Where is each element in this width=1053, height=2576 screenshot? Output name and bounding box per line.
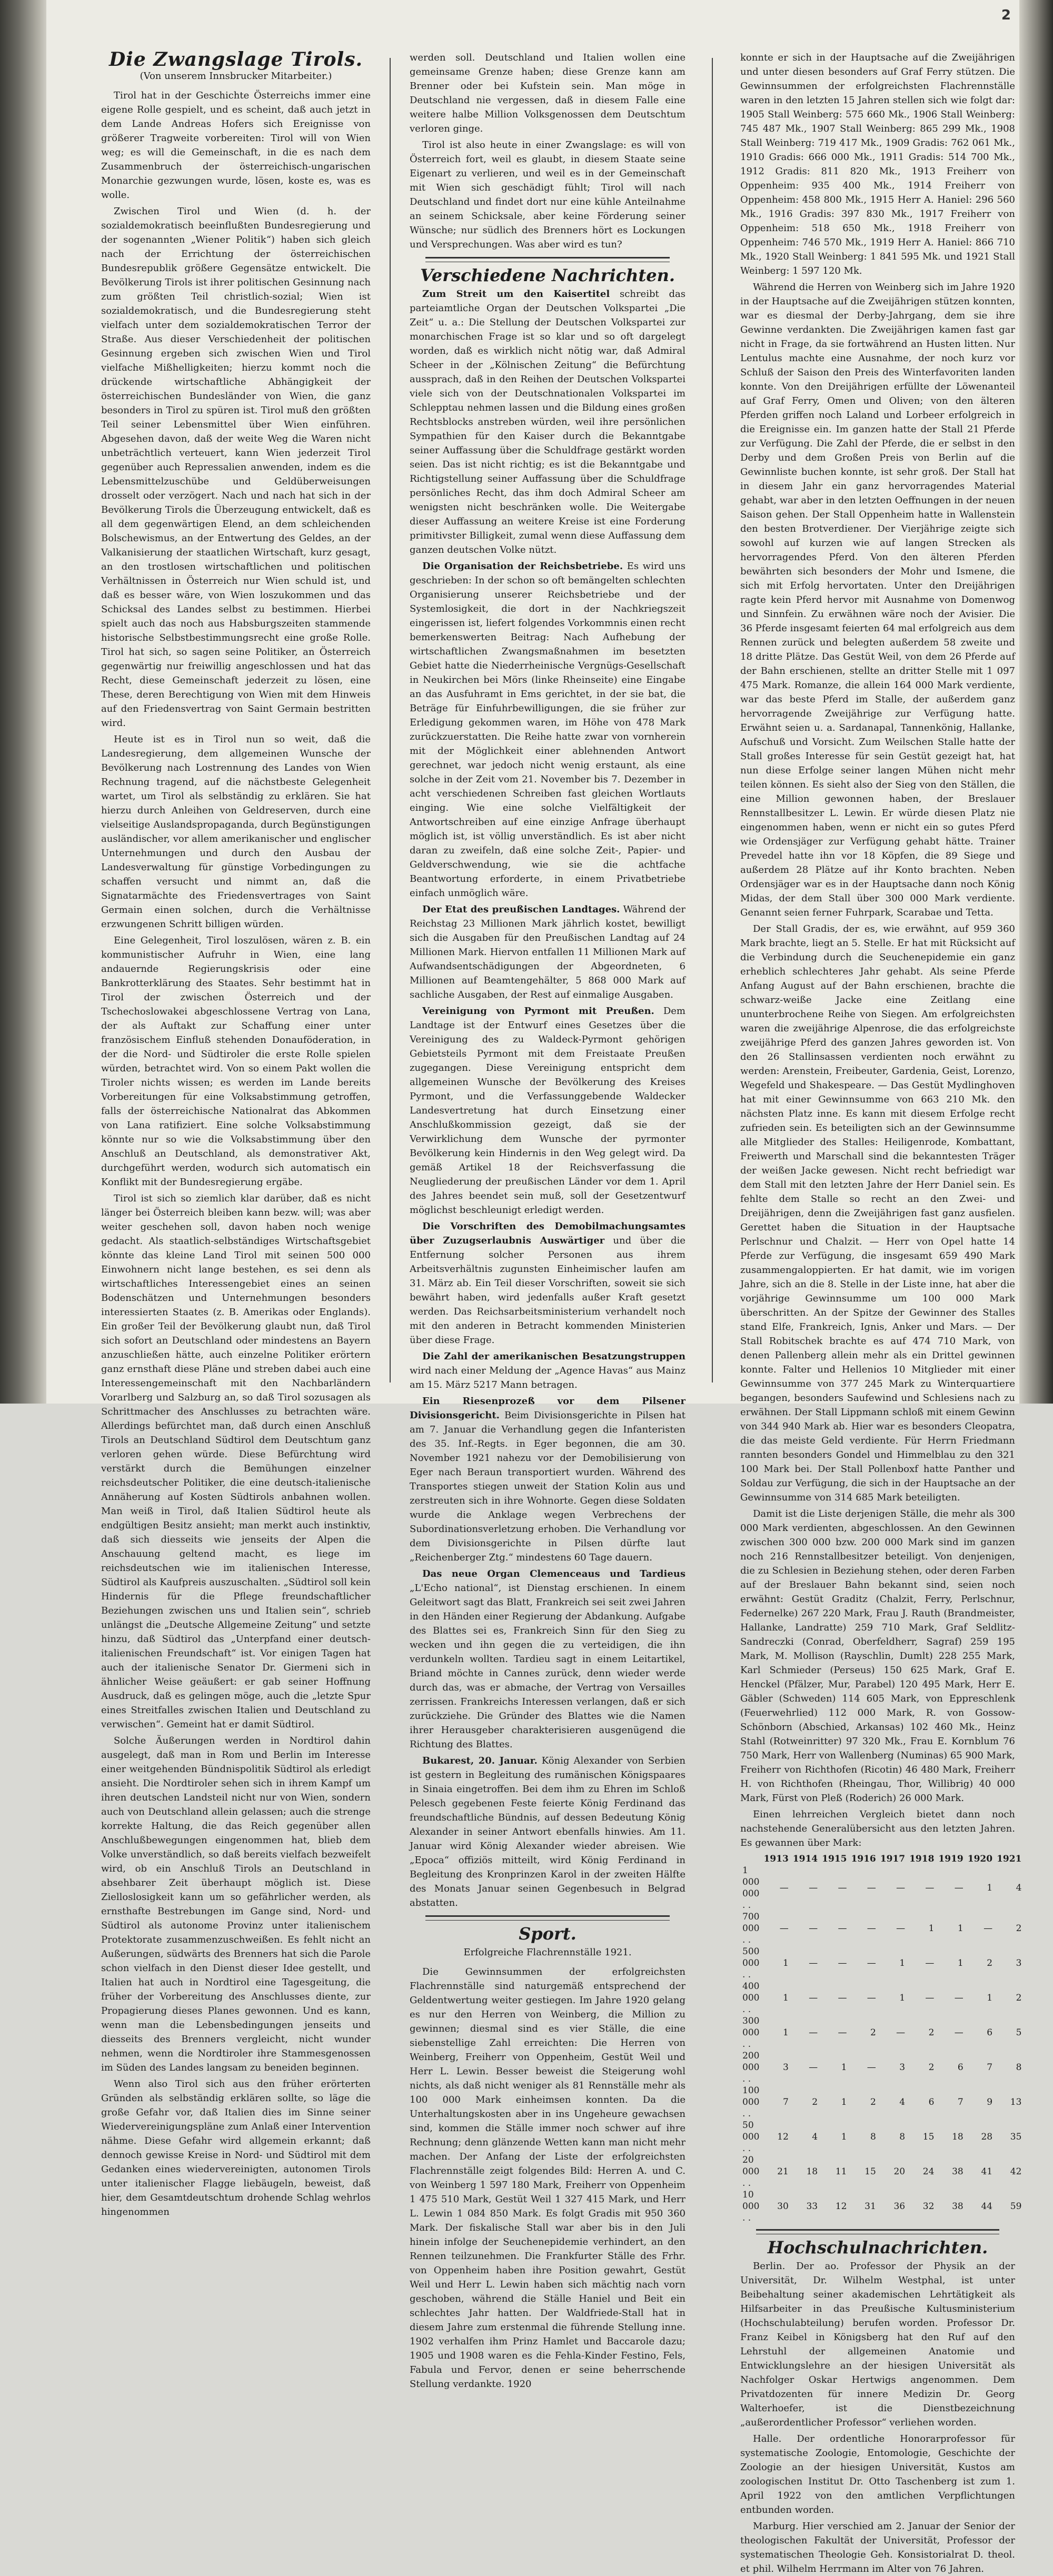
table-cell: 8 [870,2132,876,2142]
section-separator [425,1915,670,1921]
table-row-label: 50 000 . . [742,2120,760,2154]
table-cell: 6 [987,2027,993,2038]
page-number: 2 [1001,7,1011,23]
table-row-label: 200 000 . . [742,2051,760,2084]
table-cell: 11 [835,2166,847,2177]
news-item-text: Beim Divisionsgerichte in Pilsen hat am 7. Januar die Verhandlung gegen die Infanteristen des 35. Inf.-Regts. in Eger begonnen, die am 30. November 1921 nahezu vor der Demobilisierung von Eger nach Beraun transportiert wurden. Während des Transportes stiegen unweit der Station Kolin aus und zerstreuten sich in ihre Wohnorte. Gegen diese Soldaten wurde die Anklage wegen Verbrechens der Subordinationsverletzung erhoben. Die Verhandlung vor dem Divisionsgerichte in Pilsen dürfte laut „Reichenberger Ztg.“ mindestens 60 Tage dauern. [410,1410,686,1563]
table-row-label: 100 000 . . [742,2085,760,2119]
table-cell: 1 [899,1958,906,1968]
table-row [740,1981,1024,2015]
table-row [740,1865,1024,1911]
table-cell: 6 [957,2062,963,2073]
table-row-label: 500 000 . . [742,1946,760,1980]
table-cell: — [838,2027,847,2038]
table-cell: 12 [777,2132,789,2142]
table-cell: 2 [987,1958,993,1968]
news-item-text: Es wird uns geschrieben: In der schon so oft bemängelten schlechten Organisierung unserer Reichsbetriebe und der Systemlosigkeit, die dort in der Nachkriegszeit eingerissen ist, liefert folgendes Vorkommnis einen recht bemerkenswerten Beitrag: Nach Aufhebung der wirtschaftlichen Zwangsmaßnahmen im besetzten Gebiet hatte die Niederrheinische Vergnügs-Gesellschaft in Neukirchen bei Mörs (linke Rheinseite) eine Eingabe an das Ausfuhramt in Ems gerichtet, in der sie bat, die Beträge für Einfuhrbewilligungen, die sie früher zur Erledigung gekommen waren, im Höhe von 478 Mark zurückzuerstatten. Die Reihe hatte zwar von vornherein mit der Möglichkeit einer ablehnenden Antwort gerechnet, war jedoch nicht wenig erstaunt, als eine solche in der Zeit vom 21. November bis 7. Dezember in acht verschiedenen Schreiben fast gleichen Wortlauts einging. Wie eine solche Vielfältigkeit der Antwortschreiben auf eine einzige Anfrage überhaupt möglich ist, ist völlig unverständlich. Es ist aber nicht daran zu zweifeln, daß eine solche Zeit-, Papier- und Geldverschwendung, wie sie die achtfache Beantwortung erforderte, in einem Privatbetriebe einfach unmöglich wäre. [410,561,686,899]
table-row [740,1911,1024,1946]
sport-paragraph: Der Stall Gradis, der es, wie erwähnt, auf 959 360 Mark brachte, liegt an 5. Stelle. Er hat mit Rücksicht auf die Verbindung durch die Seuchenepidemie ein ganz erheblich schlechteres Jahr gehabt. Als seine Pferde Anfang August auf der Bahn erschienen, brachte die schwarz-weiße Jacke eine Zeitlang eine ununterbrochene Reihe von Siegen. Am erfolgreichsten waren die zweijährige Alpenrose, die das erfolgreichste zweijährige Pferd des ganzen Jahres geworden ist. Von den 26 Stallinsassen verdienten noch erwähnt zu werden: Arenstein, Freibeuter, Gardenia, Geist, Lorenzo, Wegefeld und Shakespeare. — Das Gestüt Mydlinghoven hat mit einer Gewinnsumme von 663 210 Mk. den nächsten Platz inne. Es kann mit diesem Erfolge recht zufrieden sein. Es beteiligten sich an der Gewinnsumme alle Mitglieder des Stalles: Heiligenrode, Kombattant, Freiwerth und Marschall sind die bekanntesten Träger der weißen Jacke gewesen. Nicht recht befriedigt war dem Stall mit den letzten Jahre der Herr Daniel sein. Es fehlte dem Stalle so recht an den Zwei- und Dreijährigen, denn die Zweijährigen fast ganz ausfielen. Gerettet haben die Situation in der Hauptsache Perlschnur und Chalzit. — Herr von Opel hatte 14 Pferde zur Verfügung, die insgesamt 659 490 Mark zusammengaloppierten. Er hat damit, wie im vorigen Jahre, sich an die 8. Stelle in der Liste inne, hat aber die vorjährige Gewinnsumme um 100 000 Mark überschritten. An der Spitze der Gewinner des Stalles stand Elfe, Frankreich, Ignis, Anker und Mars. — Der Stall Robitschek brachte es auf 474 710 Mark, von denen Pallenberg allein mehr als ein Drittel gewinnen konnte. Falter und Hellenios 10 Mitglieder mit einer Gewinnsumme von 377 245 Mark zu Winterquartiere begangen, besonders Saufewind und Schlesiens nach zu erwähnen. Der Stall Lippmann schloß mit einem Gewinn von 344 940 Mark ab. Hier war es besonders Cleopatra, die das meiste Geld verdiente. Für Herrn Friedmann rannten besonders Gondel und Himmelblau zu den 321 100 Mark bei. Der Stall Pollenboxf hatte Panther und Soldau zur Verfügung, die sich in der Hauptsache an der Gewinnsumme von 314 685 Mark beteiligten. [740,923,1015,1503]
table-cell: — [838,1958,847,1968]
table-header-cell: 1915 [822,1854,847,1864]
news-item-title: Vereinigung von Pyrmont mit Preußen. [422,1006,654,1017]
table-cell: 36 [893,2201,906,2212]
table-cell: 2 [928,2027,935,2038]
table-cell: 21 [777,2166,789,2177]
table-cell: 7 [782,2097,789,2107]
table-row-label: 1 000 000 . . [742,1865,760,1911]
table-row [740,2120,1024,2154]
sport-paragraph: Während die Herren von Weinberg sich im Jahre 1920 in der Hauptsache auf die Zweijährigen stützen konnten, war es diesmal der Derby-Jahrgang, dem sie ihre Gewinne verdankten. Die Zweijährigen kamen fast gar nicht in Frage, da sie fortwährend an Husten litten. Nur Lentulus machte eine Ausnahme, der noch kurz vor Schluß der Saison den Preis des Winterfavoriten landen konnte. Von den Dreijährigen erfüllte der Löwenanteil auf Graf Ferry, Omen und Oliven; von den älteren Pferden griffen noch Laland und Lorbeer erfolgreich in die Ereignisse ein. Im ganzen hatte der Stall 21 Pferde zur Verfügung. Die Zahl der Pferde, die er selbst in den Derby und dem Großen Preis von Berlin auf die Gewinnliste buchen konnte, ist sehr groß. Der Stall hat in diesem Jahr ein ganz hervorragendes Material gehabt, war aber in den letzten Oeffnungen in der neuen Saison gehen. Der Stall Oppenheim hatte in Wallenstein den besten Brotverdiener. Der Vierjährige zeigte sich sowohl auf kurzen wie auf langen Strecken als hervorragendes Pferd. Von den älteren Pferden bewährten sich besonders der Mohr und Ismene, die sich mit Erfolg hervortaten. Unter den Dreijährigen ragte kein Pferd hervor mit Ausnahme von Domenwog und Sinnfein. Zu erwähnen wäre noch der Avisier. Die 36 Pferde insgesamt feierten 64 mal erfolgreich aus dem Rennen zurück und belegten außerdem 58 zweite und 18 dritte Plätze. Das Gestüt Weil, von dem 26 Pferde auf der Bahn erschienen, stellte an dritter Stelle mit 1 097 475 Mark. Romanze, die allein 164 000 Mark verdiente, war das beste Pferd im Stalle, der außerdem ganz hervorragende Zweijährige zur Verfügung hatte. Erwähnt seien u. a. Sardanapal, Tannenkönig, Hallanke, Aufschuß und Vorsicht. Zum Weilschen Stalle hatte der Stall großes Interesse für sein Gestüt gezeigt hat, hat nun diese Erfolge seiner langen Mühen nicht mehr teilen können. Es sieht also der Sieg von den Ställen, die eine Million gewonnen haben, der Breslauer Rennstallbesitzer L. Lewin. Er würde diesen Platz nie eingenommen haben, wenn er nicht ein so gutes Pferd wie Ordensjäger zur Verfügung gehabt hätte. Trainer Prevedel hatte ihn vor 18 Köpfen, die 89 Siege und außerdem 28 Plätze auf ihr Konto brachten. Neben Ordensjäger war es in der Hauptsache dann noch König Midas, der dem Stall über 300 000 Mark verdiente. Genannt seien ferner Fuhrpark, Scarabae und Tetta. [740,282,1015,918]
column-1 [101,48,371,2217]
sport-paragraph: Einen lehrreichen Vergleich bietet dann noch nachstehende Generalübersicht aus den letzten Jahren. Es gewannen über Mark: [740,1809,1015,1848]
sport-subtitle: Erfolgreiche Flachrennställe 1921. [463,1947,632,1958]
table-cell: 1 [957,1923,963,1934]
table-cell: — [925,1883,935,1893]
table-cell: — [867,1923,876,1934]
table-cell: — [896,1883,906,1893]
article-paragraph: Tirol ist sich so ziemlich klar darüber, daß es nicht länger bei Österreich bleiben kann bezw. will; was aber weiter geschehen soll, davon haben noch wenige gedacht. Als staatlich-selbständiges Wirtschaftsgebiet könnte das kleine Land Tirol mit seinen 500 000 Einwohnern nicht lange bestehen, es sei denn als wirtschaftliches Interessengebiet eines an seinen Bodenschätzen und Unternehmungen besonders interessierten Staates (z. B. Amerikas oder Englands). Ein großer Teil der Bevölkerung glaubt nun, daß Tirol sich sofort an Deutschland oder mindestens an Bayern anzuschließen hätte, auch einzelne Politiker erörtern ganz ernsthaft diese Pläne und streben dabei auch eine Interessengemeinschaft mit den Nachbarländern Vorarlberg und Salzburg an, so daß Tirol sozusagen als Schrittmacher des Anschlusses zu betrachten wäre. Allerdings befürchtet man, daß durch einen Anschluß Tirols an Deutschland Südtirol dem Deutschtum ganz verloren gehen würde. Diese Befürchtung wird verstärkt durch die Bemühungen einzelner reichsdeutscher Politiker, die eine deutsch-italienische Annäherung auf Kosten Südtirols anbahnen wollen. Man weiß in Tirol, daß Italien Südtirol heute als endgültigen Besitz ansieht; man merkt auch instinktiv, daß sich diesseits wie jenseits der Alpen die Anschauung geltend macht, es liege im reichsdeutschen wie im italienischen Interesse, Südtirol als Kaufpreis auszuschalten. „Südtirol soll kein Hindernis für die Pflege freundschaftlicher Beziehungen zwischen uns und Italien sein“, schrieb unlängst die „Deutsche Allgemeine Zeitung“ und setzte hinzu, daß Südtirol das „Unterpfand einer deutsch-italienischen Freundschaft“ ist. Vor einigen Tagen hat auch der italienische Senator Dr. Giermeni sich in ähnlicher Weise geäußert: er gab seiner Hoffnung Ausdruck, daß es gelingen möge, auch die „letzte Spur eines Streitfalles zwischen Italien und Deutschland zu verwischen“. Gemeint hat er damit Südtirol. [101,1193,371,1730]
article-byline: (Von unserem Innsbrucker Mitarbeiter.) [140,71,332,82]
table-cell: 1 [957,1958,963,1968]
table-cell: 24 [922,2166,935,2177]
table-cell: 41 [981,2166,993,2177]
table-header-cell: 1918 [909,1854,935,1864]
news-item-title: Die Vorschriften des Demobilmachungsamtes über Zuzugserlaubnis Auswärtiger [410,1221,686,1246]
table-cell: — [809,1923,818,1934]
table-row [740,2015,1024,2050]
column-3 [740,51,1022,2574]
table-cell: — [838,1883,847,1893]
table-cell: 3 [782,2062,789,2073]
table-cell: 8 [1016,2062,1022,2073]
table-cell: 2 [870,2097,876,2107]
table-row-label: 300 000 . . [742,2016,760,2050]
table-cell: 30 [777,2201,789,2212]
article-paragraph: Wenn also Tirol sich aus den früher erörterten Gründen als selbständig erklären sollte, so läge die große Gefahr vor, daß Italien dies im Sinne seiner Wiedervereinigungspläne zum Anlaß einer Intervention nähme. Diese Gefahr wird allgemein erkannt; daß dennoch gewisse Kreise in Nord- und Südtirol mit dem Gedanken eines wiedervereinigten, autonomen Tirols unter italienischer Flagge liebäugeln, beweist, daß hier, dem Gesamtdeutschtum drohende Schlag wehrlos hingenommen [101,2078,371,2217]
article-headline: Die Zwangslage Tirols. [108,48,363,71]
table-cell: — [954,2027,963,2038]
table-cell: 7 [987,2062,993,2073]
news-item [410,1754,686,1910]
table-cell: — [896,2027,906,2038]
table-cell: 15 [922,2132,935,2142]
news-item-title: Die Organisation der Reichsbetriebe. [422,561,623,572]
table-header-row [740,1853,1024,1865]
news-item-title: Bukarest, 20. Januar. [422,1755,538,1766]
table-cell: 1 [782,1958,789,1968]
news-item-text: Dem Landtage ist der Entwurf eines Gesetzes über die Vereinigung des zu Waldeck-Pyrmont gehörigen Gebietsteils Pyrmont mit dem Freistaate Preußen zugegangen. Diese Vereinigung entspricht dem allgemeinen Wunsche der Bevölkerung des Kreises Pyrmont, und die Verfassunggebende Waldecker Landesvertretung hat durch Einsetzung einer Anschlußkommission gezeigt, daß sie der Verwirklichung dem Wunsche der pyrmonter Bevölkerung kein Hindernis in den Weg gelegt wird. Da gemäß Artikel 18 der Reichsverfassung die Neugliederung der preußischen Länder vor dem 1. April des Jahres beendet sein muß, soll der Gesetzentwurf möglichst beschleunigt erledigt werden. [410,1006,686,1216]
article-paragraph: Zwischen Tirol und Wien (d. h. der sozialdemokratisch beeinflußten Bundesregierung und der sogenannten „Wiener Politik“) haben sich gleich nach der Errichtung der österreichischen Bundesrepublik größere Gegensätze entwickelt. Die Bevölkerung Tirols ist ihrer politischen Gesinnung nach zum größten Teil christlich-sozial; Wien ist sozialdemokratisch, und die Bundesregierung steht vielfach unter dem sozialdemokratischen Terror der Straße. Aus dieser Verschiedenheit der politischen Gesinnung ergeben sich zwischen Wien und Tirol vielfache Mißhelligkeiten; hierzu kommt noch die drückende wirtschaftliche Abhängigkeit der österreichischen Bundesländer von Wien, die ganz besonders in Tirol zu spüren ist. Tirol muß den größten Teil seiner Lebensmittel über Wien einführen. Abgesehen davon, daß der weite Weg die Waren nicht unbeträchtlich verteuert, kann Wien jederzeit Tirol gegenüber auch Repressalien anwenden, indem es die Lebensmittelzuschübe und Geldüberweisungen drosselt oder verzögert. Nach und nach hat sich in der Bevölkerung Tirols die Überzeugung entwickelt, daß es all dem gegenwärtigen Elend, an dem schleichenden Bolschewismus, an der Entwertung des Geldes, an der Valkanisierung der staatlichen Wirtschaft, kurz gesagt, an den trostlosen wirtschaftlichen und politischen Verhältnissen in Österreich nur Wien schuld ist, und daß es besser wäre, von Wien loszukommen und das Schicksal des Landes selbst zu bestimmen. Hierbei spielt auch das noch aus Habsburgszeiten stammende historische Selbstbestimmungsrecht eine große Rolle. Tirol hat sich, so sagen seine Politiker, an Österreich gegenwärtig nur freiwillig angeschlossen und hat das Recht, diese Gemeinschaft jederzeit zu lösen, eine These, deren Berechtigung von Wien mit dem Hinweis auf den Friedensvertrag von Saint Germain bestritten wird. [101,206,371,729]
table-row [740,2085,1024,2120]
sport-paragraph: Damit ist die Liste derjenigen Ställe, die mehr als 300 000 Mark verdienten, abgeschlossen. An den Gewinnen zwischen 300 000 bzw. 200 000 Mark sind im ganzen noch 216 Rennstallbesitzer beteiligt. Von denjenigen, die zu Schlesien in Beziehung stehen, oder deren Farben auf der Breslauer Bahn bekannt sind, seien noch erwähnt: Gestüt Graditz (Chalzit, Ferry, Perlschnur, Federnelke) 267 220 Mark, Frau J. Rauth (Brandmeister, Hallanke, Landratte) 259 710 Mark, Graf Seldlitz-Sandreczki (Conrad, Oberfeldherr, Sagraf) 259 195 Mark, M. Mollison (Rayschlin, Dumlt) 228 255 Mark, Karl Schmieder (Perseus) 150 625 Mark, Graf E. Henckel (Pfälzer, Mur, Parabel) 120 495 Mark, Herr E. Gäbler (Schweden) 114 605 Mark, von Eppreschlenk (Feuerwehrlied) 112 000 Mark, R. von Gossow-Schönborn (Abschied, Arkansas) 102 460 Mk., Heinz Stahl (Rotweinritter) 97 320 Mk., Frau E. Kornblum 76 750 Mark, Herr von Wallenberg (Numinas) 65 900 Mark, Freiherr von Richthofen (Ricotin) 46 480 Mark, Freiherr H. von Richthofen (Rheingau, Thor, Willibrig) 40 000 Mark, Fürst von Pleß (Roderich) 26 000 Mark. [740,1508,1015,1804]
page-edge [1019,0,1053,1404]
table-row-label: 400 000 . . [742,1981,760,2015]
table-header-cell: 1920 [967,1854,993,1864]
table-cell: 13 [1010,2097,1022,2107]
table-cell: 1 [841,2132,847,2142]
table-cell: — [809,1993,818,2003]
table-header-cell: 1917 [880,1854,906,1864]
news-item-title: Ein Riesenprozeß vor dem Pilsener Divisionsgericht. [410,1396,686,1421]
table-cell: — [954,1993,963,2003]
news-list [410,287,686,1910]
article-paragraph: Heute ist es in Tirol nun so weit, daß die Landesregierung, dem allgemeinen Wunsche der Bevölkerung nach Lostrennung des Landes von Wien Rechnung tragend, auf die nächstbeste Gelegenheit wartet, um Tirol als selbständig zu erklären. Sie hat hierzu durch Anleihen von Geldreserven, durch eine vielseitige Auslandspropaganda, durch Begünstigungen ausländischer, vor allem amerikanischer und englischer Unternehmungen und durch den Ausbau der Landesverwaltung für günstige Vorbedingungen zu schaffen versucht und nimmt an, daß die Signatarmächte des Friedensvertrages von Saint Germain einen solchen, durch die Verhältnisse erzwungenen Schritt billigen würden. [101,734,371,930]
table-row [740,2050,1024,2085]
column-divider [712,58,713,1383]
table-cell: 4 [812,2132,818,2142]
news-item-title: Die Zahl der amerikanischen Besatzungstruppen [422,1351,686,1362]
table-cell: — [779,1923,789,1934]
table-cell: 5 [1016,2027,1022,2038]
section-separator [425,257,670,262]
university-paragraph: Marburg. Hier verschied am 2. Januar der Senior der theologischen Fakultät der Universität, Professor der systematischen Theologie Geh. Konsistorialrat D. theol. et phil. Wilhelm Herrmann im Alter von 76 Jahren. [740,2521,1015,2574]
table-cell: 2 [928,2062,935,2073]
university-paragraph: Halle. Der ordentliche Honorarprofessor für systematische Zoologie, Entomologie, Geschichte der Zoologie an der hiesigen Universität, Kustos am zoologischen Institut Dr. Otto Taschenberg ist zum 1. April 1922 von den amtlichen Verpflichtungen entbunden worden. [740,2433,1015,2515]
table-cell: — [984,1923,993,1934]
newspaper-page [46,0,1022,2574]
table-cell: 42 [1010,2166,1022,2177]
table-row [740,2189,1024,2224]
section-title-sport: Sport. [519,1924,577,1944]
column-divider [390,58,391,1383]
table-cell: — [867,1883,876,1893]
table-cell: 1 [987,1993,993,2003]
table-cell: 2 [1016,1993,1022,2003]
table-cell: 31 [865,2201,876,2212]
table-cell: 4 [899,2097,906,2107]
news-item-text: „L'Echo national“, ist Dienstag erschienen. In einem Geleitwort sagt das Blatt, Frankreich sei seit zwei Jahren in den Händen einer Regierung der Abdankung. Aufgabe des Blattes sei es, Frankreich Sinn für den Sieg zu wecken und ihn gegen die zu verteidigen, die ihn verdunkeln wollten. Tardieu sagt in einem Leitartikel, Briand möchte in Cannes zurück, denn wieder werde durch das, was er abmache, der Vertrag von Versailles zerrissen. Frankreichs Interessen verlangen, daß er sich zurückziehe. Die Gründer des Blattes wie die Namen ihrer Herausgeber charakterisieren ausgenügend die Richtung des Blattes. [410,1583,686,1750]
news-item [410,1394,686,1565]
news-item-text: und über die Entfernung solcher Personen aus ihrem Arbeitsverhältnis zugunsten Einheimischer laufen am 31. März ab. Ein Teil dieser Vorschriften, soweit sie sich bewährt haben, wird jedenfalls außer Kraft gesetzt werden. Das Reichsarbeitsministerium verhandelt noch mit den anderen in Betracht kommenden Ministerien über diese Frage. [410,1235,686,1346]
news-item-title: Das neue Organ Clemenceaus und Tardieus [422,1568,686,1579]
table-header-cell: 1916 [851,1854,876,1864]
table-cell: — [809,2062,818,2073]
table-cell: — [838,1993,847,2003]
table-cell: 6 [928,2097,935,2107]
table-cell: 2 [1016,1923,1022,1934]
winnings-table [740,1853,1024,2224]
article-paragraph: werden soll. Deutschland und Italien wollen eine gemeinsame Grenze haben; diese Grenze kann am Brenner oder bei Kufstein sein. Man möge in Deutschland nie vergessen, daß in diesem Falle eine weitere halbe Million Volksgenossen dem Deutschtum verloren ginge. [410,52,686,134]
table-cell: — [838,1923,847,1934]
news-item [410,559,686,900]
table-cell: — [779,1883,789,1893]
table-cell: 38 [952,2201,963,2212]
table-cell: 59 [1010,2201,1022,2212]
article-paragraph: Solche Äußerungen werden in Nordtirol dahin ausgelegt, daß man in Rom und Berlin im Interesse einer weitgehenden Bündnispolitik Südtirol als erledigt ansieht. Die Nordtiroler sehen sich in ihrem Kampf um ihren deutschen Landsteil nicht nur von Wien, sondern auch von Deutschland allein gelassen; auch die strenge korrekte Haltung, die das Reich gegenüber allen Anschlußbewegungen eingenommen hat, blieb dem Volke unverständlich, so daß bereits vielfach bezweifelt wird, ob ein Anschluß Tirols an Deutschland in absehbarer Zeit überhaupt möglich ist. Diese Zielloslosigkeit kann um so gefährlicher werden, als ernsthafte Bestrebungen im Gange sind, Nord- und Südtirol als autonome Provinz unter italienischem Protektorate zusammenzuschweißen. Es fehlt nicht an Außerungen, südwärts des Brenners hat sich die Parole schon vielfach in den Dienst dieser Idee gestellt, und Italien hat auch in Nordtirol eine Tagesgeitung, die früher der Vorbereitung des Anschlusses diente, zur Propagierung dieses Planes gewonnen. Und es kann, wenn man die Lebensbedingungen jenseits und diesseits des Brenners vergleicht, nicht wunder nehmen, wenn die Nordtiroler ihre Stammesgenossen im Süden des Landes langsam zu beneiden beginnen. [101,1735,371,2073]
table-cell: — [809,1958,818,1968]
article-paragraph: Eine Gelegenheit, Tirol loszulösen, wären z. B. ein kommunistischer Aufruhr in Wien, eine lang andauernde Regierungskrisis oder eine Bankrotterklärung des Staates. Sehr bestimmt hat in Tirol der zwischen Österreich und der Tschechoslowakei abgeschlossene Vertrag von Lana, der als Auftakt zur Schaffung einer unter französischem Einfluß stehenden Donauföderation, in der die Nord- und Südtiroler die erste Rolle spielen würden, betrachtet wird. Von so einem Pakt wollen die Tiroler nichts wissen; es werden im Lande bereits Vorbereitungen für eine Volksabstimmung getroffen, falls der österreichische Nationalrat das Abkommen von Lana ratifiziert. Eine solche Volksabstimmung könnte nur so wie die Volksabstimmung über den Anschluß an Deutschland, als demonstrativer Akt, durchgeführt werden, wodurch sich automatisch ein Konflikt mit der Bundesregierung ergäbe. [101,935,371,1188]
sport-paragraph: konnte er sich in der Hauptsache auf die Zweijährigen und unter diesen besonders auf Graf Ferry stützen. Die Gewinnsummen der erfolgreichsten Flachrennställe waren in den letzten 15 Jahren stellen sich wie folgt dar: 1905 Stall Weinberg: 575 660 Mk., 1906 Stall Weinberg: 745 487 Mk., 1907 Stall Weinberg: 865 299 Mk., 1908 Stall Weinberg: 719 417 Mk., 1909 Gradis: 762 061 Mk., 1910 Gradis: 666 000 Mk., 1911 Gradis: 514 700 Mk., 1912 Gradis: 811 820 Mk., 1913 Freiherr von Oppenheim: 935 400 Mk., 1914 Freiherr von Oppenheim: 458 800 Mk., 1915 Herr A. Haniel: 296 560 Mk., 1916 Gradis: 397 830 Mk., 1917 Freiherr von Oppenheim: 518 650 Mk., 1918 Freiherr von Oppenheim: 746 570 Mk., 1919 Herr A. Haniel: 866 710 Mk., 1920 Stall Weinberg: 1 841 595 Mk. und 1921 Stall Weinberg: 1 597 120 Mk. [740,52,1015,276]
news-item-text: Während der Reichstag 23 Millionen Mark jährlich kostet, bewilligt sich die Ausgaben für den Preußischen Landtag auf 24 Millionen Mark. Hiervon entfallen 11 Millionen Mark auf Aufwandsentschädigungen der Abgeordneten, 6 Millionen auf Beamtengehälter, 5 868 000 Mark auf sachliche Ausgaben, der Rest auf einmalige Ausgaben. [410,904,686,1000]
news-item-text: schreibt das parteiamtliche Organ der Deutschen Volkspartei „Die Zeit“ u. a.: Die Stellung der Deutschen Volkspartei zur monarchischen Frage ist so klar und so oft dargelegt worden, daß es wirklich nicht nötig war, daß Admiral Scheer in der „Kölnischen Zeitung“ die Befürchtung aussprach, daß in den Reihen der Deutschen Volkspartei viele sich von der Deutschnationalen Volkspartei im Schlepptau nehmen lassen und die Bildung eines großen Rechtsblocks anstreben würden, weil ihre persönlichen Sympathien für den Kaiser durch die Bekanntgabe seiner Auffassung über die Schuldfrage gestärkt worden seien. Das ist nicht richtig; es ist die Bekanntgabe und Richtigstellung seiner Auffassung über die Schuldfrage persönliches Recht, das ihm doch Admiral Scheer am wenigsten nicht beschränken wolle. Die Weitergabe dieser Auffassung an weitere Kreise ist eine Forderung primitivster Billigkeit, zumal wenn diese Auffassung dem ganzen deutschen Volke nützt. [410,289,686,555]
book-binding-edge [0,0,46,1404]
table-cell: 2 [870,2027,876,2038]
news-item [410,902,686,1002]
table-cell: — [867,2062,876,2073]
table-header-cell [740,1853,761,1865]
column-2 [410,51,686,2390]
news-item [410,1219,686,1347]
news-item [410,1004,686,1217]
table-cell: 1 [841,2062,847,2073]
table-cell: 12 [835,2201,847,2212]
table-cell: — [867,1958,876,1968]
news-item-title: Der Etat des preußischen Landtages. [422,904,620,915]
table-row [740,1946,1024,1981]
news-item [410,1349,686,1392]
table-header-cell: 1913 [763,1854,789,1864]
table-cell: 8 [899,2132,906,2142]
table-cell: 1 [782,2027,789,2038]
table-cell: 3 [1016,1958,1022,1968]
table-cell: — [896,1923,906,1934]
news-item [410,1567,686,1752]
section-title-university: Hochschulnachrichten. [767,2237,988,2257]
table-body [740,1865,1024,2224]
table-cell: 20 [893,2166,906,2177]
table-cell: 33 [806,2201,818,2212]
table-row [740,2154,1024,2189]
table-cell: — [809,1883,818,1893]
table-cell: 38 [952,2166,963,2177]
table-cell: 18 [952,2132,963,2142]
news-item [410,287,686,557]
news-item-title: Zum Streit um den Kaisertitel [422,289,610,300]
news-item-text: König Alexander von Serbien ist gestern in Begleitung des rumänischen Königspaares in Sinaia eingetroffen. Bei dem ihm zu Ehren im Schloß Pelesch gegebenen Feste feierte König Ferdinand das freundschaftliche Bündnis, auf dessen Bedeutung König Alexander in seiner Antwort ebenfalls hinwies. Am 11. Januar wird König Alexander wieder abreisen. Wie „Epoca“ offiziös mitteilt, wird König Ferdinand in Begleitung des Kronprinzen Karol in der zweiten Hälfte des Monats Januar seinen Gegenbesuch in Belgrad abstatten. [410,1755,686,1908]
table-row-label: 700 000 . . [742,1912,760,1945]
table-cell: 9 [987,2097,993,2107]
university-paragraph: Berlin. Der ao. Professor der Physik an der Universität, Dr. Wilhelm Westphal, ist unter Beibehaltung seiner akademischen Lehrtätigkeit als Hilfsarbeiter in das Preußische Kultusministerium (Hochschulabteilung) berufen worden. Professor Dr. Franz Keibel in Königsberg hat den Ruf auf den Lehrstuhl der allgemeinen Anatomie und Entwicklungslehre an der hiesigen Universität als Nachfolger Oskar Hertwigs angenommen. Dem Privatdozenten für innere Medizin Dr. Georg Walterhoefer, ist die Dienstbezeichnung „außerordentlicher Professor“ verliehen worden. [740,2261,1015,2428]
table-cell: — [867,1993,876,2003]
table-cell: 4 [1016,1883,1022,1893]
table-row-label: 20 000 . . [742,2155,760,2189]
table-cell: 44 [981,2201,993,2212]
table-header-cell: 1919 [938,1854,963,1864]
table-cell: 1 [899,1993,906,2003]
table-cell: 32 [922,2201,935,2212]
table-cell: 2 [812,2097,818,2107]
table-cell: 18 [806,2166,818,2177]
article-paragraph: Tirol hat in der Geschichte Österreichs immer eine eigene Rolle gespielt, und es scheint, daß auch jetzt in dem Lande Andreas Hofers sich Ereignisse von größerer Tragweite vorbereiten: Tirol will von Wien weg; es will die Gemeinschaft, in die es nach dem Zusammenbruch der österreichisch-ungarischen Monarchie gezwungen wurde, lösen, koste es, was es wolle. [101,90,371,201]
table-header-cell: 1914 [792,1854,818,1864]
table-cell: 35 [1010,2132,1022,2142]
table-cell: — [954,1883,963,1893]
section-title-news: Verschiedene Nachrichten. [420,265,675,285]
table-row-label: 10 000 . . [742,2190,760,2223]
table-header-cell: 1921 [997,1854,1022,1864]
sport-paragraph: Die Gewinnsummen der erfolgreichsten Flachrennställe sind naturgemäß entsprechend der Geldentwertung weiter gestiegen. Im Jahre 1920 gelang es nur den Herren von Weinberg, die Million zu gewinnen; diesmal sind es vier Ställe, die eine siebenstellige Zahl erreichten: Die Herren von Weinberg, Freiherr von Oppenheim, Gestüt Weil und Herr L. Lewin. Besser beweist die Steigerung wohl nichts, als daß nicht weniger als 81 Rennställe mehr als 100 000 Mark einheimsen konnten. Da die Unterhaltungskosten aber in ins Ungeheure gewachsen sind, kommen die Ställe immer noch schwer auf ihre Rechnung; denn glänzende Wetten kann man nicht mehr machen. Der Anfang der Liste der erfolgreichsten Flachrennställe zeigt folgendes Bild: Herren A. und C. von Weinberg 1 597 180 Mark, Freiherr von Oppenheim 1 475 510 Mark, Gestüt Weil 1 327 415 Mark, und Herr L. Lewin 1 084 850 Mark. Es folgt Gradis mit 950 360 Mark. Der fiskalische Stall war aber bis in den Juli hinein infolge der Seuchenepidemie verhindert, an den Rennen teilzunehmen. Die Frankfurter Ställe des Frhr. von Oppenheim haben ihre Position gewahrt, Gestüt Weil und Herr L. Lewin haben sich mächtig nach vorn geschoben, während die Ställe Haniel und Beit ein schlechtes Jahr hatten. Der Waldfriede-Stall hat in diesem Jahre zum erstenmal die führende Stellung inne. 1902 verhalfen ihm Prinz Hamlet und Baccarole dazu; 1905 und 1908 waren es die Fehla-Kinder Festino, Fels, Fabula und Fervor, denen er seine beherrschende Stellung verdankte. 1920 [410,1966,686,2390]
table-cell: 1 [987,1883,993,1893]
table-cell: 1 [782,1993,789,2003]
section-separator [756,2229,999,2234]
table-cell: 1 [928,1923,935,1934]
table-cell: 28 [981,2132,993,2142]
table-cell: 15 [865,2166,876,2177]
table-cell: 3 [899,2062,906,2073]
news-item-text: wird nach einer Meldung der „Agence Havas“ aus Mainz am 15. März 5217 Mann betragen. [410,1365,686,1390]
table-cell: 7 [957,2097,963,2107]
table-cell: — [925,1958,935,1968]
article-paragraph: Tirol ist also heute in einer Zwangslage: es will von Österreich fort, weil es glaubt, in diesem Staate seine Eigenart zu verlieren, und weil es in der Gemeinschaft mit Wien sich geschädigt fühlt; Tirol will nach Deutschland und findet dort nur eine kühle Anteilnahme an seinem Schicksale, aber keine Förderung seiner Wünsche; nur südlich des Brenners hört es Lockungen und Versprechungen. Was aber wird es tun? [410,140,686,250]
table-cell: — [925,1993,935,2003]
table-cell: — [809,2027,818,2038]
table-cell: 1 [841,2097,847,2107]
